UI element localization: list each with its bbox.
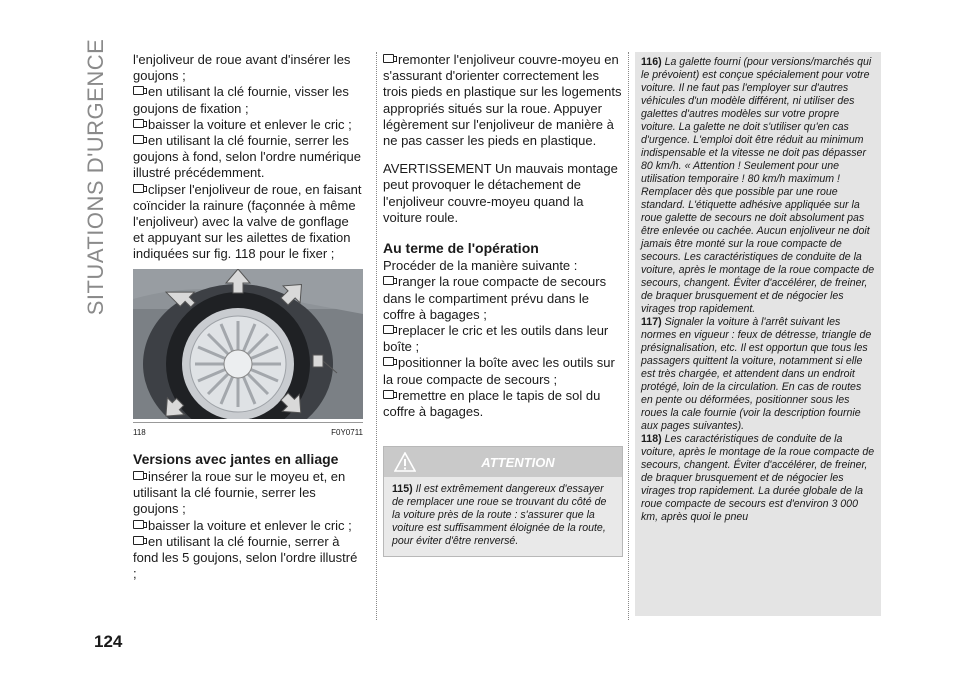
note-item: [641, 433, 875, 524]
wheel-illustration: [133, 269, 363, 419]
column-divider: [628, 52, 629, 620]
instruction-list: [383, 274, 623, 420]
note-text: La galette fourni (pour versions/marchés qui le prévoient) est conçue spécialement pour votre voiture. Il ne faut pas l'employer sur d'autres véhicules d'un modèle différent, ni utiliser des galettes d'autres modèles sur votre propre voiture. La galette ne doit s'utiliser qu'en cas d'urgence. L'emploi doit être réduit au minimum indispensable et la vitesse ne doit pas dépasser 80 km/h. « Attention ! Seulement pour une utilisation temporaire ! 80 km/h maximum ! Remplacer dès que possible par une roue standard. L'étiquette adhésive appliquée sur la roue galette de secours ne doit absolument pas être enlevée ou cachée. Aucun enjoliveur ne doit jamais être monté sur la roue compacte de secours. Les caractéristiques de conduite de la voiture, après le montage de la roue compacte de secours, changent. Éviter d'accélérer, de freiner, de braquer brusquement et de négocier les virages trop rapidement.: [641, 56, 875, 315]
list-item: [133, 182, 363, 263]
note-ref: 118): [641, 433, 662, 445]
list-item-text: remettre en place le tapis de sol du coffre à bagages.: [383, 387, 601, 420]
attention-header: [384, 447, 622, 477]
page-number: 124: [94, 632, 123, 651]
notes-box: [635, 52, 881, 616]
bullet-icon: [133, 536, 144, 545]
list-item-text: positionner la boîte avec les outils sur la roue compacte de secours ;: [383, 355, 615, 387]
warning-paragraph: AVERTISSEMENT Un mauvais montage peut provoquer le détachement de l'enjoliveur couvre-moyeu quand la voiture roule.: [383, 161, 618, 225]
bullet-icon: [133, 520, 144, 529]
bullet-icon: [133, 86, 144, 95]
note-item: [641, 56, 875, 316]
list-item-text: en utilisant la clé fournie, visser les goujons de fixation ;: [133, 84, 349, 116]
list-item: [133, 518, 363, 534]
list-item: [133, 534, 363, 583]
list-item: [133, 469, 363, 518]
list-item: [383, 274, 623, 323]
list-item: [383, 388, 623, 420]
bullet-icon: [383, 276, 394, 285]
list-item-text: en utilisant la clé fournie, serrer à fond les 5 goujons, selon l'ordre illustré ;: [133, 533, 358, 582]
intro-text: Procéder de la manière suivante :: [383, 258, 578, 274]
list-item: [383, 355, 623, 387]
section-title: SITUATIONS D'URGENCE: [83, 38, 108, 316]
list-item: [133, 52, 363, 84]
note-ref: 115): [392, 483, 413, 496]
bullet-icon: [383, 390, 394, 399]
bullet-icon: [383, 357, 394, 366]
attention-box: [383, 446, 623, 557]
note-ref: 117): [641, 316, 662, 328]
list-item: [133, 133, 363, 182]
list-item-text: baisser la voiture et enlever le cric ;: [148, 517, 352, 533]
instruction-list: [133, 52, 363, 263]
list-item: [133, 117, 363, 133]
column-2: [383, 52, 623, 557]
bullet-icon: [133, 135, 144, 144]
wheel-figure: [133, 269, 363, 419]
list-item-text: clipser l'enjoliveur de roue, en faisant coïncider la rainure (façonnée à même l'enjoliveur) avec la valve de gonflage et appuyant sur les ailettes de fixation indiquées sur fig. 118 pour le fixer ;: [133, 181, 362, 262]
list-item-text: en utilisant la clé fournie, serrer les goujons à fond, selon l'ordre numérique illustré précédemment.: [133, 133, 361, 181]
list-item-text: l'enjoliveur de roue avant d'insérer les goujons ;: [133, 52, 351, 84]
bullet-icon: [133, 119, 144, 128]
note-text: Les caractéristiques de conduite de la voiture, après le montage de la roue compacte de secours, changent. Éviter d'accélérer, de freiner, de braquer brusquement et de négocier les virages trop rapidement. La durée globale de la roue compacte de secours est d'environ 3 000 km, après quoi le pneu: [641, 433, 875, 523]
list-item-text: insérer la roue sur le moyeu et, en utilisant la clé fournie, serrer les goujons ;: [133, 469, 346, 517]
section-heading: Au terme de l'opération: [383, 240, 539, 257]
bullet-icon: [383, 325, 394, 334]
attention-text: Il est extrêmement dangereux d'essayer de remplacer une roue se trouvant du côté de la voiture près de la route : s'assurer que la voiture est suffisamment éloignée de la route, pour éviter d'être renversé.: [392, 483, 607, 548]
list-item: [383, 323, 623, 355]
note-ref: 116): [641, 56, 662, 68]
list-item: [383, 52, 623, 149]
figure-caption: [133, 422, 363, 441]
column-3: [635, 52, 881, 616]
instruction-list: [383, 52, 623, 149]
instruction-list: [133, 469, 363, 582]
column-divider: [376, 52, 377, 620]
column-1: [133, 52, 363, 582]
note-item: [641, 316, 875, 433]
list-item-text: remonter l'enjoliveur couvre-moyeu en s'assurant d'orienter correctement les trois pieds en plastique sur les logements appropriés situés sur la roue. Appuyer légèrement sur l'enjoliveur de manière à ne pas casser les pieds en plastique.: [383, 52, 622, 149]
bullet-icon: [133, 471, 144, 480]
section-heading: Versions avec jantes en alliage: [133, 450, 339, 467]
figure-code: F0Y0711: [331, 427, 363, 437]
list-item-text: ranger la roue compacte de secours dans le compartiment prévu dans le coffre à bagages ;: [383, 274, 607, 322]
bullet-icon: [383, 54, 394, 63]
attention-title: ATTENTION: [481, 455, 555, 471]
note-text: Signaler la voiture à l'arrêt suivant les normes en vigueur : feux de détresse, triangle de présignalisation, etc. Il est opportun que tous les passagers quittent la voiture, notamment si elle est très chargée, et attendent dans un endroit protégé, loin de la circulation. En cas de routes en pente ou déformées, positionner sous les roues la cale fournie (voir la description fournie aux pages suivantes).: [641, 316, 872, 432]
list-item-text: replacer le cric et les outils dans leur boîte ;: [383, 323, 609, 355]
list-item-text: baisser la voiture et enlever le cric ;: [148, 116, 352, 132]
figure-number: 118: [133, 427, 146, 437]
attention-body: [384, 477, 622, 556]
bullet-icon: [133, 184, 144, 193]
list-item: [133, 84, 363, 116]
